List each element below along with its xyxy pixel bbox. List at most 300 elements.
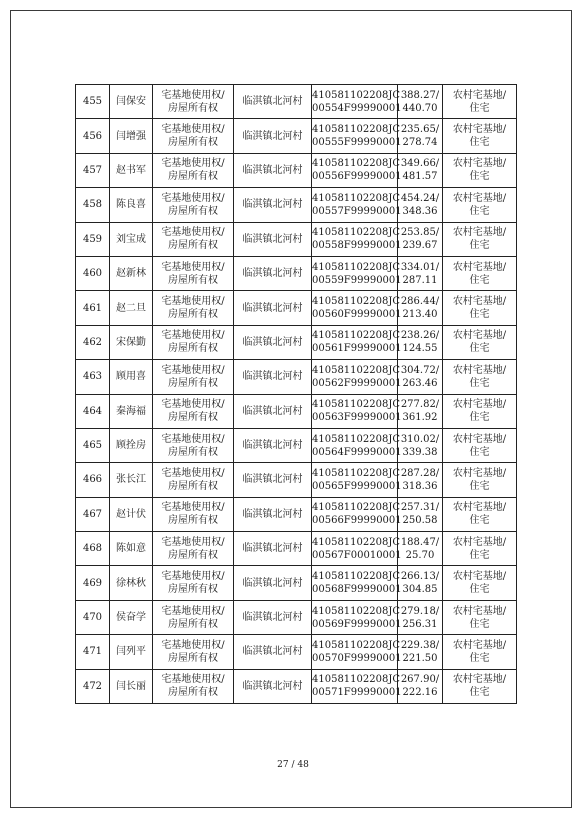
right-type-text: 宅基地使用权/ (161, 89, 225, 101)
location-text: 临淇镇北河村 (242, 164, 303, 176)
table-row (76, 119, 517, 153)
area-text: 239.67 (402, 240, 438, 252)
area-text: 266.13/ (400, 571, 440, 583)
row-number-cell (76, 153, 110, 187)
location-text: 临淇镇北河村 (242, 268, 303, 280)
table-row (76, 566, 517, 600)
right-type-cell (153, 153, 234, 187)
area-text: 257.31/ (400, 502, 440, 514)
area-text: 287.11 (402, 274, 438, 286)
location-cell (234, 600, 312, 634)
row-number-text: 457 (82, 164, 103, 176)
area-text: 279.18/ (400, 605, 440, 617)
unit-code-cell (312, 153, 402, 187)
row-number-text: 462 (82, 336, 103, 348)
area-text: 440.70 (402, 102, 438, 114)
owner-name-cell (110, 325, 153, 359)
right-type-text: 房屋所有权 (168, 446, 218, 458)
land-use-text: 住宅 (469, 240, 490, 252)
right-type-text: 宅基地使用权/ (161, 571, 225, 583)
location-cell (234, 256, 312, 290)
right-type-cell (153, 119, 234, 153)
row-number-text: 456 (82, 130, 103, 142)
right-type-text: 房屋所有权 (168, 480, 218, 492)
land-use-cell (443, 85, 517, 119)
area-text: 348.36 (402, 205, 438, 217)
owner-name-cell (110, 566, 153, 600)
owner-name-text: 陈良喜 (116, 199, 146, 211)
table-body (76, 85, 517, 704)
row-number-cell (76, 291, 110, 325)
land-use-text: 农村宅基地/ (452, 467, 507, 479)
right-type-text: 房屋所有权 (168, 343, 218, 355)
area-cell (398, 188, 443, 222)
location-text: 临淇镇北河村 (242, 440, 303, 452)
location-cell (234, 635, 312, 669)
owner-name-cell (110, 153, 153, 187)
land-use-text: 住宅 (469, 274, 490, 286)
location-text: 临淇镇北河村 (242, 405, 303, 417)
land-use-text: 农村宅基地/ (452, 502, 507, 514)
owner-name-text: 闫保安 (116, 96, 146, 108)
location-cell (234, 222, 312, 256)
land-use-cell (443, 325, 517, 359)
unit-code-cell (312, 428, 402, 462)
right-type-text: 房屋所有权 (168, 377, 218, 389)
table-row (76, 635, 517, 669)
row-number-cell (76, 222, 110, 256)
area-text: 304.85 (402, 584, 438, 596)
land-use-text: 住宅 (469, 137, 490, 149)
land-use-text: 农村宅基地/ (452, 433, 507, 445)
owner-name-text: 赵新林 (116, 268, 146, 280)
unit-code-text: 410581102208JC (312, 158, 401, 170)
right-type-cell (153, 394, 234, 428)
right-type-cell (153, 360, 234, 394)
area-cell (398, 635, 443, 669)
location-cell (234, 428, 312, 462)
row-number-cell (76, 360, 110, 394)
owner-name-text: 张长江 (116, 474, 146, 486)
table-row (76, 497, 517, 531)
area-text: 221.50 (402, 652, 438, 664)
right-type-cell (153, 222, 234, 256)
table-row (76, 188, 517, 222)
land-use-text: 农村宅基地/ (452, 571, 507, 583)
area-text: 256.31 (402, 618, 438, 630)
land-use-cell (443, 360, 517, 394)
right-type-text: 房屋所有权 (168, 618, 218, 630)
table-row (76, 222, 517, 256)
location-cell (234, 119, 312, 153)
unit-code-text: 00563F99990001 (312, 412, 402, 424)
right-type-text: 房屋所有权 (168, 137, 218, 149)
owner-name-cell (110, 222, 153, 256)
right-type-text: 宅基地使用权/ (161, 639, 225, 651)
table-row (76, 325, 517, 359)
area-text: 213.40 (402, 309, 438, 321)
unit-code-text: 00564F99990001 (312, 446, 402, 458)
land-use-cell (443, 119, 517, 153)
row-number-cell (76, 119, 110, 153)
land-use-text: 农村宅基地/ (452, 674, 507, 686)
land-use-cell (443, 669, 517, 703)
unit-code-cell (312, 222, 402, 256)
area-text: 250.58 (402, 515, 438, 527)
unit-code-text: 00566F99990001 (312, 515, 402, 527)
unit-code-text: 00560F99990001 (312, 309, 402, 321)
area-cell (398, 291, 443, 325)
row-number-text: 468 (82, 543, 103, 555)
location-text: 临淇镇北河村 (242, 96, 303, 108)
location-text: 临淇镇北河村 (242, 680, 303, 692)
right-type-cell (153, 188, 234, 222)
right-type-cell (153, 428, 234, 462)
land-use-cell (443, 188, 517, 222)
land-use-cell (443, 532, 517, 566)
row-number-cell (76, 428, 110, 462)
land-use-text: 住宅 (469, 309, 490, 321)
area-text: 286.44/ (400, 296, 440, 308)
unit-code-text: 00554F99990001 (312, 102, 402, 114)
row-number-cell (76, 325, 110, 359)
row-number-text: 460 (82, 268, 103, 280)
unit-code-cell (312, 256, 402, 290)
right-type-cell (153, 635, 234, 669)
land-use-text: 住宅 (469, 584, 490, 596)
land-use-text: 农村宅基地/ (452, 89, 507, 101)
area-text: 188.47/ (400, 536, 440, 548)
unit-code-text: 00570F99990001 (312, 652, 402, 664)
right-type-text: 宅基地使用权/ (161, 158, 225, 170)
right-type-text: 房屋所有权 (168, 102, 218, 114)
unit-code-text: 00557F99990001 (312, 205, 402, 217)
row-number-cell (76, 635, 110, 669)
area-cell (398, 256, 443, 290)
table-row (76, 532, 517, 566)
area-cell (398, 532, 443, 566)
unit-code-text: 00559F99990001 (312, 274, 402, 286)
area-text: 222.16 (402, 687, 438, 699)
unit-code-text: 410581102208JC (312, 399, 401, 411)
area-text: 235.65/ (400, 124, 440, 136)
unit-code-cell (312, 635, 402, 669)
area-cell (398, 497, 443, 531)
land-use-cell (443, 394, 517, 428)
land-use-text: 农村宅基地/ (452, 399, 507, 411)
owner-name-text: 徐林秋 (116, 577, 146, 589)
area-text: 253.85/ (400, 227, 440, 239)
owner-name-text: 赵计伏 (116, 508, 146, 520)
owner-name-text: 闫增强 (116, 130, 146, 142)
unit-code-text: 00565F99990001 (312, 480, 402, 492)
area-text: 454.24/ (400, 192, 440, 204)
unit-code-text: 00569F99990001 (312, 618, 402, 630)
owner-name-text: 刘宝成 (116, 233, 146, 245)
right-type-cell (153, 497, 234, 531)
row-number-text: 471 (82, 646, 103, 658)
owner-name-text: 闫列平 (116, 646, 146, 658)
right-type-text: 宅基地使用权/ (161, 674, 225, 686)
right-type-text: 房屋所有权 (168, 652, 218, 664)
unit-code-text: 410581102208JC (312, 296, 401, 308)
table-row (76, 291, 517, 325)
land-use-cell (443, 153, 517, 187)
owner-name-cell (110, 360, 153, 394)
row-number-cell (76, 85, 110, 119)
right-type-text: 宅基地使用权/ (161, 124, 225, 136)
land-use-text: 农村宅基地/ (452, 364, 507, 376)
land-use-text: 农村宅基地/ (452, 639, 507, 651)
unit-code-cell (312, 85, 402, 119)
area-text: 25.70 (405, 549, 435, 561)
land-use-text: 农村宅基地/ (452, 605, 507, 617)
right-type-text: 宅基地使用权/ (161, 605, 225, 617)
right-type-text: 宅基地使用权/ (161, 296, 225, 308)
owner-name-cell (110, 600, 153, 634)
unit-code-text: 00567F00010001 (312, 549, 402, 561)
unit-code-text: 410581102208JC (312, 502, 401, 514)
right-type-text: 房屋所有权 (168, 687, 218, 699)
land-use-cell (443, 256, 517, 290)
unit-code-text: 410581102208JC (312, 605, 401, 617)
land-use-text: 住宅 (469, 549, 490, 561)
right-type-text: 宅基地使用权/ (161, 227, 225, 239)
owner-name-cell (110, 291, 153, 325)
unit-code-text: 410581102208JC (312, 639, 401, 651)
area-cell (398, 566, 443, 600)
land-use-text: 住宅 (469, 652, 490, 664)
unit-code-text: 00568F99990001 (312, 584, 402, 596)
location-cell (234, 394, 312, 428)
land-use-cell (443, 222, 517, 256)
location-text: 临淇镇北河村 (242, 302, 303, 314)
land-use-text: 住宅 (469, 171, 490, 183)
area-cell (398, 360, 443, 394)
row-number-text: 458 (82, 199, 103, 211)
right-type-text: 宅基地使用权/ (161, 364, 225, 376)
unit-code-text: 410581102208JC (312, 536, 401, 548)
area-cell (398, 394, 443, 428)
area-text: 388.27/ (400, 89, 440, 101)
owner-name-text: 侯奋学 (116, 612, 146, 624)
location-text: 临淇镇北河村 (242, 508, 303, 520)
land-use-text: 住宅 (469, 343, 490, 355)
unit-code-text: 00561F99990001 (312, 343, 402, 355)
unit-code-text: 410581102208JC (312, 674, 401, 686)
land-use-text: 农村宅基地/ (452, 192, 507, 204)
row-number-text: 459 (82, 233, 103, 245)
area-text: 318.36 (402, 480, 438, 492)
location-text: 临淇镇北河村 (242, 233, 303, 245)
right-type-text: 房屋所有权 (168, 584, 218, 596)
land-use-text: 农村宅基地/ (452, 227, 507, 239)
owner-name-text: 宋保勤 (116, 336, 146, 348)
owner-name-text: 顾用喜 (116, 371, 146, 383)
table-row (76, 669, 517, 703)
table-row (76, 463, 517, 497)
land-use-cell (443, 291, 517, 325)
unit-code-cell (312, 600, 402, 634)
row-number-text: 455 (82, 96, 103, 108)
land-use-cell (443, 497, 517, 531)
location-cell (234, 532, 312, 566)
area-text: 263.46 (402, 377, 438, 389)
land-use-text: 住宅 (469, 205, 490, 217)
land-use-text: 农村宅基地/ (452, 158, 507, 170)
owner-name-cell (110, 497, 153, 531)
right-type-text: 房屋所有权 (168, 309, 218, 321)
unit-code-text: 410581102208JC (312, 330, 401, 342)
right-type-text: 宅基地使用权/ (161, 192, 225, 204)
unit-code-text: 410581102208JC (312, 227, 401, 239)
owner-name-cell (110, 188, 153, 222)
table-row (76, 153, 517, 187)
area-text: 277.82/ (400, 399, 440, 411)
row-number-text: 461 (82, 302, 103, 314)
owner-name-cell (110, 532, 153, 566)
location-text: 临淇镇北河村 (242, 199, 303, 211)
land-use-text: 住宅 (469, 618, 490, 630)
table-row (76, 85, 517, 119)
unit-code-text: 00562F99990001 (312, 377, 402, 389)
area-cell (398, 119, 443, 153)
owner-name-cell (110, 119, 153, 153)
location-cell (234, 669, 312, 703)
right-type-text: 宅基地使用权/ (161, 502, 225, 514)
row-number-cell (76, 497, 110, 531)
unit-code-text: 410581102208JC (312, 192, 401, 204)
table-row (76, 360, 517, 394)
owner-name-cell (110, 463, 153, 497)
land-use-text: 住宅 (469, 515, 490, 527)
location-cell (234, 291, 312, 325)
area-text: 238.26/ (400, 330, 440, 342)
area-text: 229.38/ (400, 639, 440, 651)
unit-code-text: 410581102208JC (312, 433, 401, 445)
land-use-cell (443, 566, 517, 600)
area-text: 278.74 (402, 137, 438, 149)
land-use-cell (443, 428, 517, 462)
location-text: 临淇镇北河村 (242, 474, 303, 486)
row-number-cell (76, 669, 110, 703)
right-type-cell (153, 291, 234, 325)
unit-code-cell (312, 497, 402, 531)
table-row (76, 600, 517, 634)
unit-code-cell (312, 566, 402, 600)
area-cell (398, 85, 443, 119)
right-type-cell (153, 463, 234, 497)
unit-code-cell (312, 463, 402, 497)
area-text: 310.02/ (400, 433, 440, 445)
area-text: 287.28/ (400, 467, 440, 479)
owner-name-cell (110, 394, 153, 428)
right-type-text: 房屋所有权 (168, 274, 218, 286)
row-number-cell (76, 394, 110, 428)
area-cell (398, 222, 443, 256)
owner-name-cell (110, 635, 153, 669)
right-type-text: 房屋所有权 (168, 205, 218, 217)
land-use-text: 农村宅基地/ (452, 296, 507, 308)
area-cell (398, 428, 443, 462)
location-text: 临淇镇北河村 (242, 612, 303, 624)
location-cell (234, 188, 312, 222)
land-use-text: 住宅 (469, 480, 490, 492)
area-cell (398, 153, 443, 187)
unit-code-cell (312, 360, 402, 394)
area-text: 334.01/ (400, 261, 440, 273)
right-type-text: 宅基地使用权/ (161, 536, 225, 548)
location-cell (234, 360, 312, 394)
location-cell (234, 85, 312, 119)
owner-name-cell (110, 428, 153, 462)
row-number-text: 465 (82, 440, 103, 452)
right-type-text: 宅基地使用权/ (161, 330, 225, 342)
unit-code-cell (312, 532, 402, 566)
owner-name-text: 闫长丽 (116, 680, 146, 692)
land-use-text: 住宅 (469, 412, 490, 424)
unit-code-text: 00571F99990001 (312, 687, 402, 699)
area-cell (398, 463, 443, 497)
right-type-text: 房屋所有权 (168, 171, 218, 183)
right-type-text: 房屋所有权 (168, 240, 218, 252)
right-type-text: 房屋所有权 (168, 515, 218, 527)
area-text: 361.92 (402, 412, 438, 424)
right-type-text: 宅基地使用权/ (161, 467, 225, 479)
area-cell (398, 669, 443, 703)
owner-name-cell (110, 85, 153, 119)
row-number-text: 469 (82, 577, 103, 589)
row-number-cell (76, 256, 110, 290)
land-use-cell (443, 463, 517, 497)
right-type-cell (153, 325, 234, 359)
unit-code-cell (312, 188, 402, 222)
row-number-text: 472 (82, 680, 103, 692)
right-type-text: 宅基地使用权/ (161, 399, 225, 411)
unit-code-text: 410581102208JC (312, 364, 401, 376)
land-use-text: 住宅 (469, 102, 490, 114)
right-type-text: 宅基地使用权/ (161, 261, 225, 273)
owner-name-text: 赵书军 (116, 164, 146, 176)
table-row (76, 256, 517, 290)
land-use-text: 住宅 (469, 687, 490, 699)
unit-code-cell (312, 394, 402, 428)
right-type-text: 房屋所有权 (168, 412, 218, 424)
land-registration-table (75, 84, 517, 704)
row-number-text: 464 (82, 405, 103, 417)
row-number-cell (76, 463, 110, 497)
land-use-text: 住宅 (469, 377, 490, 389)
unit-code-text: 00558F99990001 (312, 240, 402, 252)
location-cell (234, 325, 312, 359)
area-text: 481.57 (402, 171, 438, 183)
location-text: 临淇镇北河村 (242, 646, 303, 658)
land-use-text: 农村宅基地/ (452, 261, 507, 273)
unit-code-cell (312, 325, 402, 359)
location-cell (234, 497, 312, 531)
unit-code-text: 410581102208JC (312, 89, 401, 101)
unit-code-text: 00555F99990001 (312, 137, 402, 149)
owner-name-text: 顾拴房 (116, 440, 146, 452)
row-number-cell (76, 566, 110, 600)
row-number-text: 466 (82, 474, 103, 486)
unit-code-text: 410581102208JC (312, 124, 401, 136)
table-row (76, 394, 517, 428)
location-text: 临淇镇北河村 (242, 130, 303, 142)
land-use-cell (443, 600, 517, 634)
location-text: 临淇镇北河村 (242, 577, 303, 589)
location-cell (234, 153, 312, 187)
